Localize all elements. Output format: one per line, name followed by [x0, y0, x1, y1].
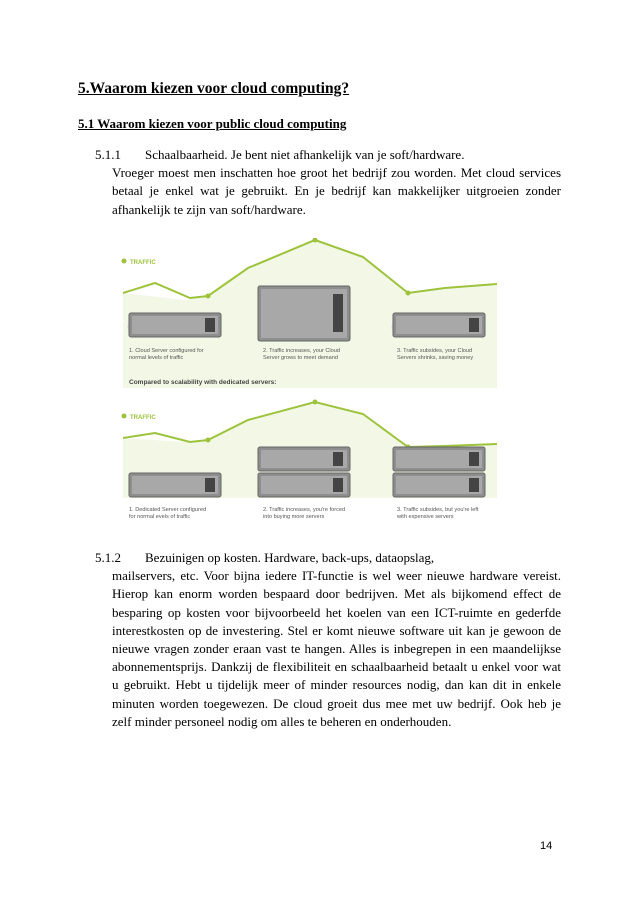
section-heading: 5.Waarom kiezen voor cloud computing? [78, 80, 350, 97]
caption-bottom-1b: for normal evels of traffic [129, 514, 191, 520]
caption-top-2b: Server grows to meet demand [263, 355, 338, 361]
item-body: mailservers, etc. Voor bijna iedere IT-functie is wel weer nieuwe hardware vereist. Hierop kan enorm worden bespaard door bedrijven. Met als bijkomend effect de besparing op kosten voor bijvoorbeeld het koelen van een ICT-ruimte en gederfde interestkosten op de investering. Stel er komt nieuwe software uit kan je gewoon de nieuwe vragen zonder eraan vast te hangen. Alles is inbegrepen in een maandelijkse abonnementsprijs. Dankzij de flexibiliteit en schaalbaarheid betaalt u enkel voor wat u gebruikt. Hebt u tijdelijk meer of minder resources nodig, dan kan dit in enkele minuten worden toegewezen. De cloud groeit dus mee met uw bedrijf. Ook heb je zelf minder personeel nodig om alles te beheren en onderhouden. [112, 568, 561, 729]
caption-top-3a: 3. Traffic subsides, your Cloud [397, 348, 473, 354]
item-number: 5.1.1 [95, 147, 121, 162]
caption-bottom-3b: with expensive servers [397, 514, 454, 520]
item-first-line: Bezuinigen op kosten. Hardware, back-ups, dataopslag, [145, 550, 435, 565]
caption-bottom-3a: 3. Traffic subsides, but you're left [397, 507, 479, 513]
page-number: 14 [540, 840, 553, 852]
cloud-server-small-1 [127, 313, 221, 337]
list-item [95, 549, 561, 731]
caption-top-1b: normal levels of traffic [129, 355, 184, 361]
cloud-server-large-2 [258, 286, 350, 341]
caption-top-3b: Servers shrinks, saving money [397, 355, 474, 361]
item-number: 5.1.2 [95, 550, 121, 565]
list-item [95, 146, 561, 219]
traffic-label-bottom: TRAFFIC [130, 415, 156, 421]
item-first-line: Schaalbaarheid. Je bent niet afhankelijk van je soft/hardware. [145, 147, 465, 162]
caption-bottom-2a: 2. Traffic increases, you're forced [263, 507, 346, 513]
subsection-heading: 5.1 Waarom kiezen voor public cloud computing [78, 116, 347, 131]
dedicated-server-1 [129, 473, 221, 497]
item-body: Vroeger moest men inschatten hoe groot het bedrijf zou worden. Met cloud services betaal je enkel wat je gebruikt. En je bedrijf kan makkelijker uitgroeien zonder afhankelijk te zijn van soft/hardware. [112, 165, 561, 217]
comparison-title: Compared to scalability with dedicated servers: [129, 379, 277, 386]
caption-bottom-2b: into buying more servers [263, 514, 325, 520]
traffic-label-top: TRAFFIC [130, 260, 156, 266]
traffic-dot-icon [122, 259, 127, 264]
scalability-figure [115, 238, 497, 528]
cloud-server-small-3 [391, 313, 485, 337]
caption-bottom-1a: 1. Dedicated Server configured [129, 507, 207, 513]
caption-top-2a: 2. Traffic increases, your Cloud [263, 348, 341, 354]
caption-top-1a: 1. Cloud Server configured for [129, 348, 204, 354]
